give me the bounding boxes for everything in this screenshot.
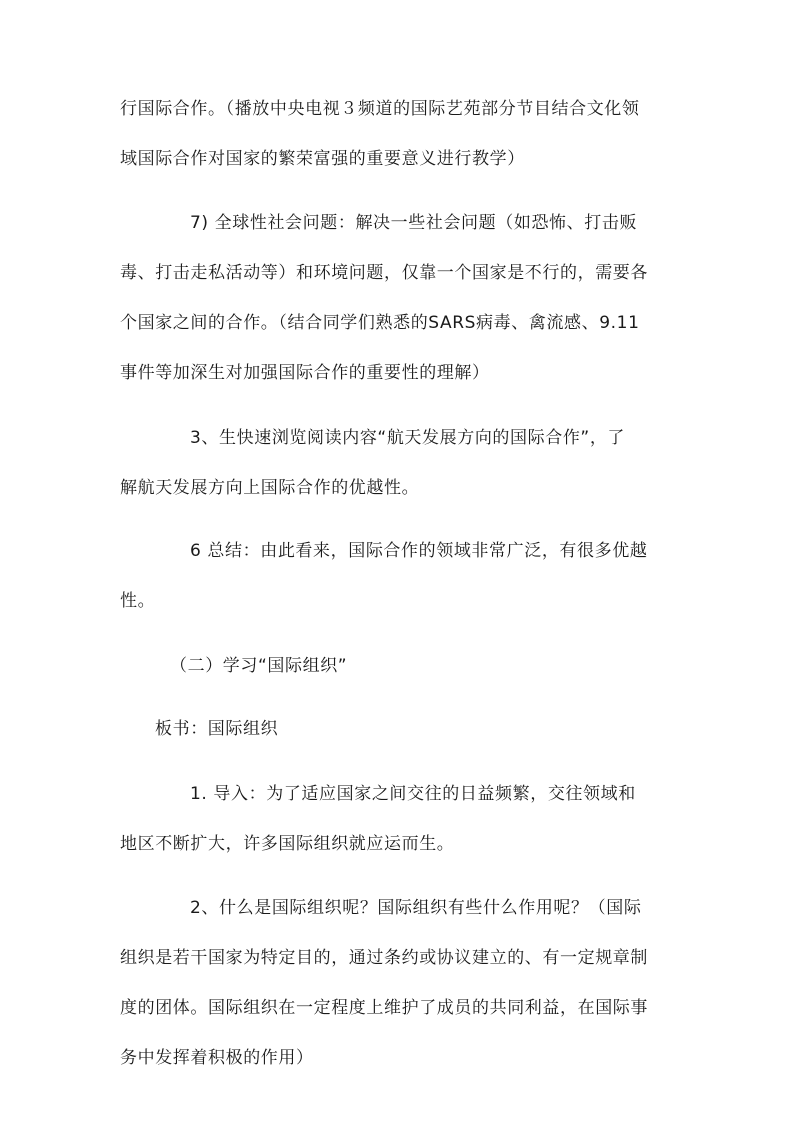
board-note: 板书：国际组织 bbox=[155, 719, 279, 739]
paragraph-8-line-4: 务中发挥着积极的作用） bbox=[120, 1048, 314, 1068]
paragraph-7-line-1: 1. 导入：为了适应国家之间交往的日益频繁，交往领域和 bbox=[190, 784, 636, 804]
paragraph-8-line-1: 2、什么是国际组织呢？国际组织有些什么作用呢？（国际 bbox=[190, 898, 642, 918]
paragraph-7-line-2: 地区不断扩大，许多国际组织就应运而生。 bbox=[120, 834, 455, 854]
paragraph-2-line-2: 毒、打击走私活动等）和环境问题，仅靠一个国家是不行的，需要各 bbox=[120, 263, 648, 283]
paragraph-2-line-3: 个国家之间的合作。（结合同学们熟悉的SARS病毒、禽流感、9.11 bbox=[120, 313, 640, 333]
paragraph-3-line-2: 解航天发展方向上国际合作的优越性。 bbox=[120, 478, 420, 498]
paragraph-2-line-1: 7) 全球性社会问题：解决一些社会问题（如恐怖、打击贩 bbox=[190, 213, 638, 233]
paragraph-8-line-2: 组织是若干国家为特定目的，通过条约或协议建立的、有一定规章制 bbox=[120, 948, 648, 968]
paragraph-2-line-4: 事件等加深生对加强国际合作的重要性的理解） bbox=[120, 363, 490, 383]
paragraph-1-line-1: 行国际合作。（播放中央电视３频道的国际艺苑部分节目结合文化领 bbox=[120, 99, 640, 119]
section-heading: （二）学习“国际组织” bbox=[170, 656, 348, 676]
paragraph-4-line-1: 6 总结：由此看来，国际合作的领域非常广泛，有很多优越 bbox=[190, 541, 648, 561]
paragraph-1-line-2: 域国际合作对国家的繁荣富强的重要意义进行教学） bbox=[120, 149, 525, 169]
paragraph-4-line-2: 性。 bbox=[120, 591, 156, 611]
paragraph-3-line-1: 3、生快速浏览阅读内容“航天发展方向的国际合作”，了 bbox=[190, 428, 626, 448]
paragraph-8-line-3: 度的团体。国际组织在一定程度上维护了成员的共同利益，在国际事 bbox=[120, 998, 648, 1018]
